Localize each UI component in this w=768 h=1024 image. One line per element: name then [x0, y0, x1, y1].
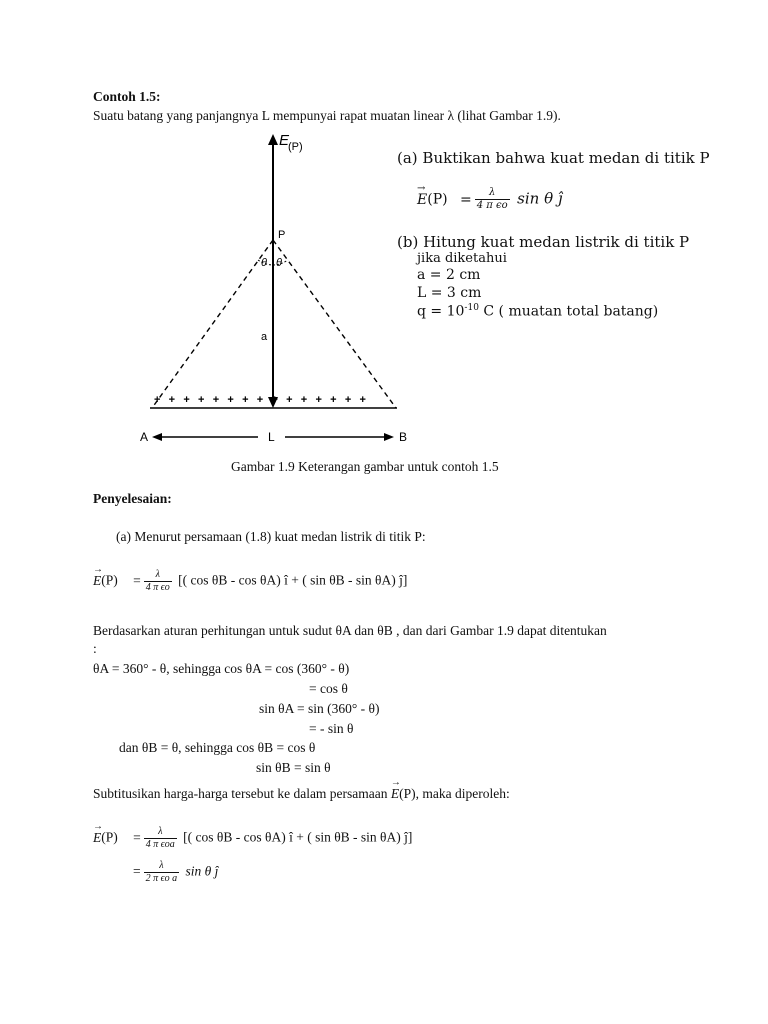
length-l-label: L — [268, 430, 275, 444]
distance-a-label: a — [261, 331, 268, 343]
problem-part-b: (b) Hitung kuat medan listrik di titik P — [397, 233, 690, 251]
end-b-label: B — [399, 430, 408, 444]
derivation-line-6: sin θB = sin θ — [256, 760, 331, 775]
derivation-line-3: sin θA = sin (360° - θ) — [259, 701, 380, 716]
solution-step-a: (a) Menurut persamaan (1.8) kuat medan listrik di titik P: — [116, 529, 426, 544]
paragraph-1: Berdasarkan aturan perhitungan untuk sudut θA dan θB , dan dari Gambar 1.9 dapat ditentukan — [93, 623, 607, 638]
paragraph-2: Subtitusikan harga-harga tersebut ke dalam persamaan → E(P), maka diperoleh: — [93, 786, 510, 802]
e-vector-symbol: → E — [93, 830, 101, 846]
figure-diagram — [130, 128, 420, 453]
length-arrowhead-left — [152, 433, 162, 441]
angle-theta-left: θ — [261, 257, 267, 269]
paragraph-1-cont: : — [93, 641, 97, 656]
derivation-line-1: θA = 360° - θ, sehingga cos θA = cos (360° - θ) — [93, 661, 350, 676]
problem-part-a: (a) Buktikan bahwa kuat medan di titik P — [397, 149, 710, 167]
field-vector-arrowhead — [268, 134, 278, 145]
length-arrowhead-right — [384, 433, 394, 441]
e-vector-symbol: → E — [417, 192, 427, 208]
solution-heading: Penyelesaian: — [93, 491, 172, 506]
example-title: Contoh 1.5: — [93, 89, 161, 104]
problem-known-l: L = 3 cm — [417, 285, 482, 301]
derivation-line-2: = cos θ — [309, 681, 348, 696]
rod-charges: + + + + + + + + + + + + + + + — [154, 394, 369, 406]
dashed-side-right — [273, 240, 396, 408]
field-label: E — [279, 132, 290, 149]
equation-1: → E(P) = $\frac{\lambda}{\text{4 π ϵo}}$ [( cos θB - cos θA) î + ( sin θB - sin θA) ĵ] — [93, 569, 407, 594]
example-intro: Suatu batang yang panjangnya L mempunyai rapat muatan linear λ (lihat Gambar 1.9). — [93, 108, 561, 123]
equation-3: = $\frac{\lambda}{\text{2 π ϵo a}}$ sin θ ĵ — [133, 860, 219, 884]
derivation-line-4: = - sin θ — [309, 721, 354, 736]
angle-theta-right: θ — [276, 257, 282, 269]
field-label-sub: (P) — [288, 141, 303, 153]
problem-known-label: jika diketahui — [417, 251, 507, 266]
e-vector-symbol: → E — [391, 786, 399, 802]
figure-caption: Gambar 1.9 Keterangan gambar untuk contoh 1.5 — [231, 459, 499, 474]
point-p-label: P — [278, 229, 286, 241]
dashed-side-left — [152, 240, 273, 408]
end-a-label: A — [140, 430, 149, 444]
equation-2: → E(P) = $\frac{\lambda}{\text{4 π ϵoa}}$ [( cos θB - cos θA) î + ( sin θB - sin θA) ĵ] — [93, 826, 412, 851]
problem-known-a: a = 2 cm — [417, 267, 481, 283]
problem-formula: → E(P) = $\frac{\lambda}{\text{4 π ϵo}}$ sin θ ĵ — [417, 187, 563, 212]
problem-known-q: $q = 10^{-10}$ C ( muatan total batang) — [417, 303, 659, 320]
e-vector-symbol: → E — [93, 573, 101, 589]
derivation-line-5: dan θB = θ, sehingga cos θB = cos θ — [119, 740, 316, 755]
